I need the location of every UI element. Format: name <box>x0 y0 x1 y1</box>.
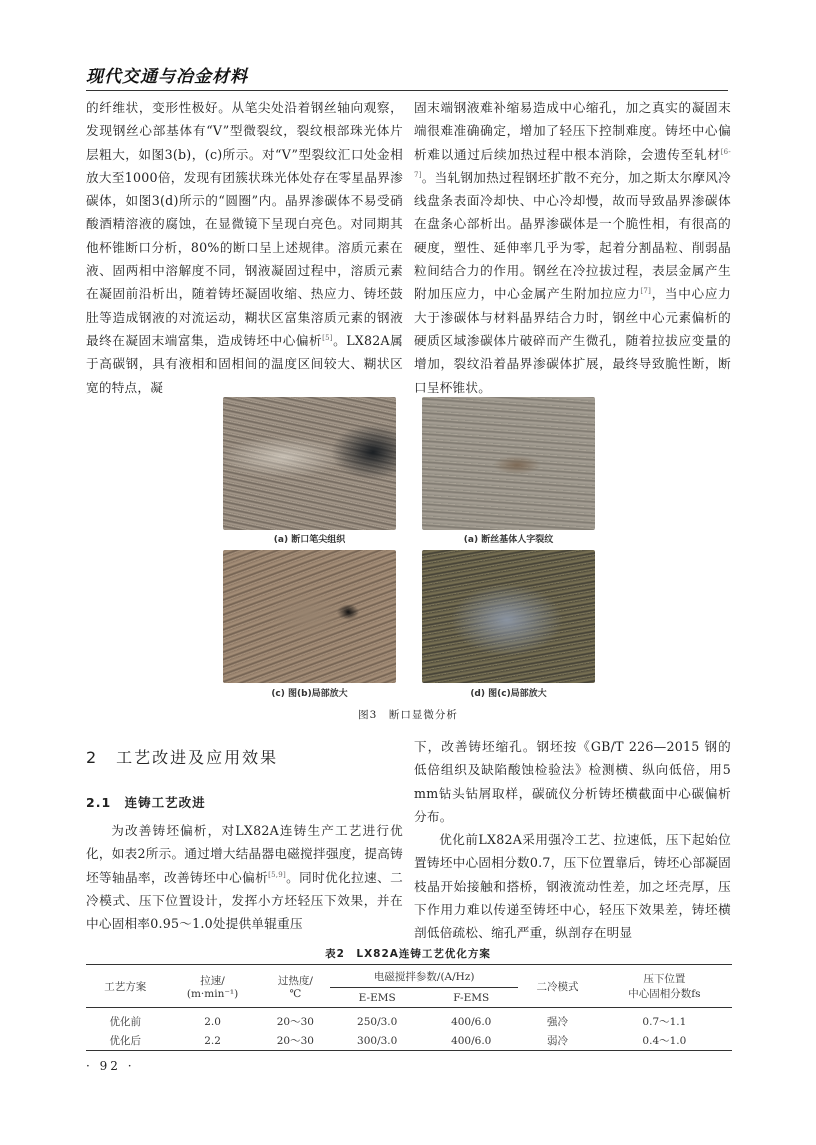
table-cell: 300/3.0 <box>357 1034 398 1047</box>
paragraph-text: 为改善铸坯偏析，对LX82A连铸生产工艺进行优化，如表2所示。通过增大结晶器电磁搅拌强度，提高铸坯等轴晶率，改善铸坯中心偏析 <box>86 823 403 885</box>
col-header-scheme: 工艺方案 <box>86 965 165 1008</box>
paragraph-text: ，当中心应力大于渗碳体与材料晶界结合力时，钢丝中心元素偏析的硬质区域渗碳体片破碎而产生微孔，随着拉拔应变量的增加，裂纹沿着晶界渗碳体扩展，最终导致脆性断，断口呈杯锥状。 <box>414 286 732 395</box>
header-rule <box>86 90 728 91</box>
paragraph <box>414 96 731 399</box>
table-cell: 0.7～1.1 <box>642 1016 687 1028</box>
panel-caption: (d) 图(c)局部放大 <box>470 689 547 699</box>
col-header-superheat <box>261 965 331 1008</box>
header-unit: 中心固相分数fs <box>628 988 701 1000</box>
paragraph: 优化前LX82A采用强冷工艺、拉速低，压下起始位置铸坯中心固相分数0.7，压下位置靠后，铸坯心部凝固枝晶开始接触和搭桥，钢液流动性差，加之坯壳厚，压下作用力难以传递至铸坯中心，轻压下效果差，铸坯横剖低倍疏松、缩孔严重，纵剖存在明显 <box>414 832 731 941</box>
table-cell: 优化前 <box>109 1016 142 1028</box>
table-row <box>86 1031 732 1051</box>
table-cell: 400/6.0 <box>451 1015 492 1028</box>
header-text: 压下位置 <box>643 973 686 985</box>
paragraph <box>86 819 403 935</box>
micrograph-a <box>223 397 396 530</box>
paragraph-text: 固末端钢液难补缩易造成中心缩孔，加之真实的凝固末端很难准确确定，增加了轻压下控制难度。铸坯中心偏析难以通过后续加热过程中根本消除，会遗传至轧材 <box>414 100 731 162</box>
header-unit: ℃ <box>289 987 302 1000</box>
col-header-eems: E-EMS <box>330 988 424 1008</box>
citation: [5] <box>322 333 333 342</box>
citation: [7] <box>640 287 652 296</box>
right-column-top <box>414 96 731 399</box>
paragraph-text: 的纤维状，变形性极好。从笔尖处沿着钢丝轴向观察，发现钢丝心部基体有“V”型微裂纹，裂纹根部珠光体片层粗大，如图3(b)，(c)所示。对“V”型裂纹汇口处金相放大至1000倍，发现有团簇状珠光体处存在零星晶界渗碳体，如图3(d)所示的“圆圈”内。晶界渗碳体不易受硝酸酒精溶液的腐蚀，在显微镜下呈现白亮色。对同期其他杯锥断口分析，80%的断口呈上述规律。溶质元素在液、固两相中溶解度不同，钢液凝固过程中，溶质元素在凝固前沿析出，随着铸坯凝固收缩、热应力、铸坯鼓肚等造成钢液的对流运动，糊状区富集溶质元素的钢液最终在凝固末端富集，造成铸坯中心偏析 <box>86 100 403 348</box>
page-number: · 92 · <box>86 1059 135 1073</box>
micrograph-b <box>422 397 595 530</box>
citation: [6-7] <box>414 147 731 179</box>
table-cell: 20～30 <box>276 1016 314 1028</box>
table-cell: 2.0 <box>204 1015 221 1028</box>
paragraph-text: 。同时优化拉速、二冷模式、压下位置设计，发挥小方坯轻压下效果，并在中心固相率0.95～1.0处提供单辊重压 <box>86 869 404 932</box>
col-header-ems: 电磁搅拌参数/(A/Hz) <box>330 965 518 988</box>
table-cell: 优化后 <box>109 1035 142 1047</box>
col-header-reduction <box>597 965 732 1008</box>
table-cell: 强冷 <box>546 1016 568 1028</box>
col-header-fems: F-EMS <box>424 988 518 1008</box>
micrograph-c <box>223 550 396 683</box>
table-title: 表2 LX82A连铸工艺优化方案 <box>325 948 491 960</box>
journal-masthead: 现代交通与冶金材料 <box>86 67 248 87</box>
paragraph-text: 。当轧钢加热过程钢坯扩散不充分，加之斯太尔摩风冷线盘条表面冷却快、中心冷却慢，故而导致晶界渗碳体在盘条心部析出。晶界渗碳体是一个脆性相，有很高的硬度，塑性、延伸率几乎为零，起着分割晶粒、削弱晶粒间结合力的作用。钢丝在冷拉拔过程，表层金属产生附加压应力，中心金属产生附加拉应力 <box>414 169 731 302</box>
paragraph-text: 。LX82A属于高碳钢，具有液相和固相间的温度区间较大、糊状区宽的特点，凝 <box>86 332 404 395</box>
table-cell: 2.2 <box>204 1034 221 1047</box>
figure-caption: 图3 断口显微分析 <box>358 709 458 721</box>
citation: [5,9] <box>268 870 286 879</box>
subsection-title: 2.1 连铸工艺改进 <box>86 795 206 810</box>
left-column-bottom <box>86 819 403 935</box>
table-cell: 20～30 <box>276 1035 314 1047</box>
col-header-cooling: 二冷模式 <box>518 965 597 1008</box>
table-row <box>86 1008 732 1032</box>
panel-caption: (c) 图(b)局部放大 <box>271 689 348 699</box>
table-cell: 0.4～1.0 <box>642 1035 687 1047</box>
header-text: 拉速/ <box>200 974 225 987</box>
table-cell: 250/3.0 <box>357 1015 398 1028</box>
micrograph-d <box>422 550 595 683</box>
right-column-bottom <box>414 735 731 945</box>
section-title: 2 工艺改进及应用效果 <box>86 748 279 767</box>
table-cell: 弱冷 <box>546 1035 568 1047</box>
header-text: 过热度/ <box>277 974 313 987</box>
col-header-speed <box>165 965 261 1008</box>
left-column-top <box>86 96 403 399</box>
panel-caption: (a) 断口笔尖组织 <box>273 535 346 545</box>
header-unit: (m·min⁻¹) <box>186 987 239 1000</box>
paragraph: 下，改善铸坯缩孔。钢坯按《GB/T 226—2015 钢的低倍组织及缺陷酸蚀检验法》检测横、纵向低倍，用5 mm钻头钻屑取样，碳硫仪分析铸坯横截面中心碳偏析分布。 <box>414 739 731 824</box>
panel-caption: (a) 断丝基体人字裂纹 <box>463 535 554 545</box>
paragraph <box>86 96 403 399</box>
table-cell: 400/6.0 <box>451 1034 492 1047</box>
process-optimization-table <box>86 964 732 1051</box>
